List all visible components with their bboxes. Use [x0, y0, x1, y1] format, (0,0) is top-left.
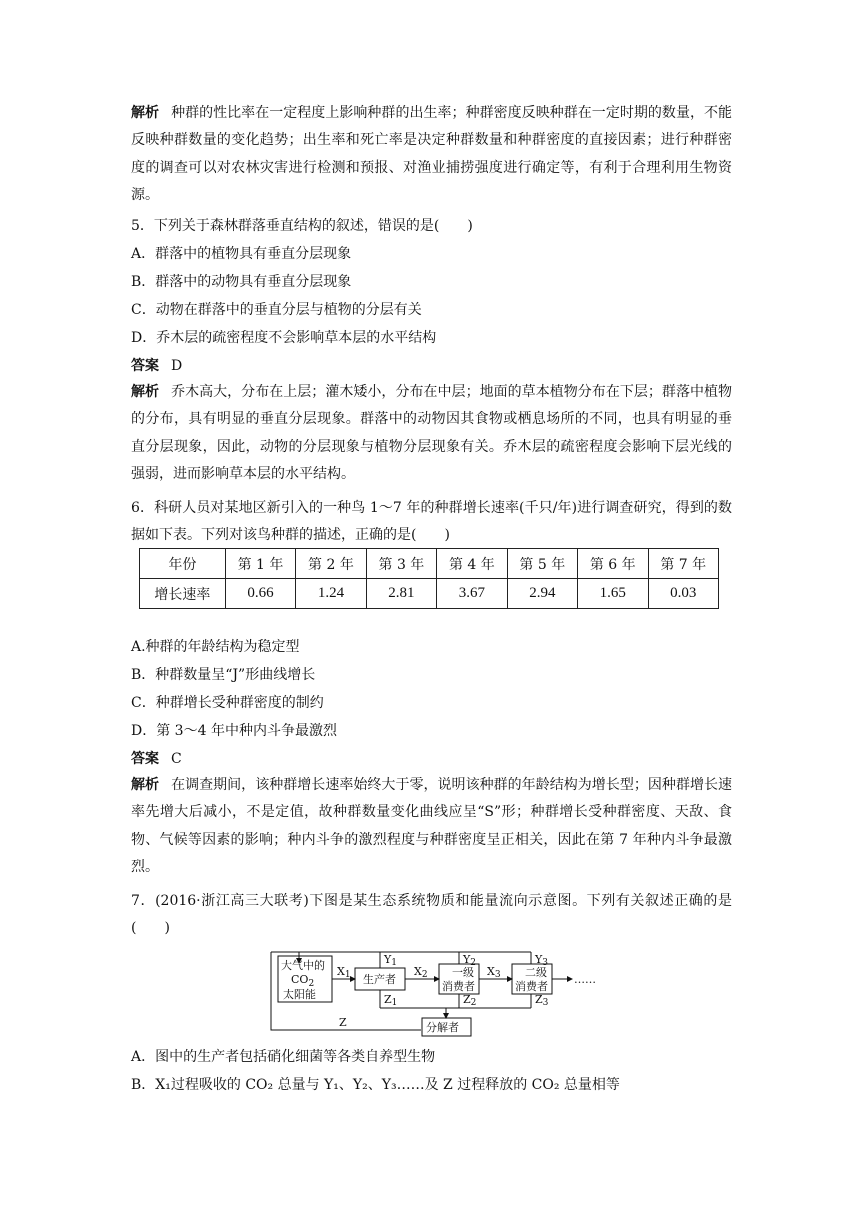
x3-label: X3 — [487, 965, 501, 980]
y3-label: Y3 — [535, 953, 548, 968]
q6-analysis-text: 在调查期间，该种群增长速率始终大于零，说明该种群的年龄结构为增长型；因种群增长速率先增大后减小，不是定值，故种群数量变化曲线应呈“S”形；种群增长受种群密度、天敌、食物、气候等因素的影响；种内斗争的激烈程度与种群密度呈正相关，因此在第 7 年种内斗争最激烈。 — [131, 777, 733, 876]
x1-label: X1 — [337, 965, 351, 980]
q6-option-a: A.种群的年龄结构为稳定型 — [131, 639, 300, 655]
secondary-consumer-label-2: 消费者 — [515, 980, 548, 993]
analysis-label: 解析 — [131, 105, 160, 121]
table-header-cell: 年份 — [140, 549, 226, 579]
q5-answer — [131, 356, 182, 376]
q4-analysis — [131, 100, 732, 210]
table-cell: 1.65 — [578, 579, 648, 609]
table-cell: 0.66 — [225, 579, 295, 609]
z3-label: Z3 — [535, 993, 549, 1008]
q4-analysis-text: 种群的性比率在一定程度上影响种群的出生率；种群密度反映种群在一定时期的数量，不能反映种群数量的变化趋势；出生率和死亡率是决定种群数量和种群密度的直接因素；进行种群密度的调查可以对农林灾害进行检测和预报、对渔业捕捞强度进行确定等，有利于合理利用生物资源。 — [131, 105, 733, 204]
q7-option-a: A．图中的生产者包括硝化细菌等各类自养型生物 — [131, 1049, 436, 1065]
ecosystem-flow-diagram — [269, 948, 599, 1040]
q5-option-a: A．群落中的植物具有垂直分层现象 — [131, 246, 352, 262]
table-cell: 0.03 — [648, 579, 719, 609]
q6-option-d: D．第 3～4 年中种内斗争最激烈 — [131, 723, 337, 739]
analysis-label: 解析 — [131, 777, 160, 793]
table-header-cell: 第 7 年 — [648, 549, 719, 579]
table-header-cell: 第 2 年 — [296, 549, 366, 579]
q5-option-b: B．群落中的动物具有垂直分层现象 — [131, 274, 352, 290]
q7-option-b: B．X₁过程吸收的 CO₂ 总量与 Y₁、Y₂、Y₃……及 Z 过程释放的 CO₂ 总量相等 — [131, 1077, 620, 1093]
table-row-label: 增长速率 — [140, 579, 226, 609]
x2-label: X2 — [414, 965, 428, 980]
y1-label: Y1 — [384, 953, 397, 968]
q5-analysis — [131, 379, 732, 489]
q6-option-b: B．种群数量呈“J”形曲线增长 — [131, 667, 316, 683]
table-cell: 3.67 — [437, 579, 507, 609]
answer-label: 答案 — [131, 358, 159, 374]
q5-analysis-text: 乔木高大，分布在上层；灌木矮小，分布在中层；地面的草本植物分布在下层；群落中植物的分布，具有明显的垂直分层现象。群落中的动物因其食物或栖息场所的不同，也具有明显的垂直分层现象，因此，动物的分层现象与植物分层现象有关。乔木层的疏密程度会影响下层光线的强弱，进而影响草本层的水平结构。 — [131, 384, 733, 483]
secondary-consumer-label-1: 二级 — [525, 966, 547, 979]
table-cell: 1.24 — [296, 579, 366, 609]
q5-answer-value: D — [171, 358, 183, 374]
answer-label: 答案 — [131, 751, 159, 767]
table-header-row — [140, 549, 719, 579]
producer-label: 生产者 — [363, 973, 396, 986]
q7-stem: 7．(2016·浙江高三大联考)下图是某生态系统物质和能量流向示意图。下列有关叙述正确的是( ) — [131, 893, 732, 937]
primary-consumer-label-1: 一级 — [452, 966, 474, 979]
q5-option-c: C．动物在群落中的垂直分层与植物的分层有关 — [131, 302, 422, 318]
q6-answer — [131, 749, 182, 769]
continuation-dots: …… — [574, 973, 596, 986]
q5-stem: 5．下列关于森林群落垂直结构的叙述，错误的是( ) — [131, 218, 473, 234]
table-header-cell: 第 3 年 — [366, 549, 436, 579]
table-header-cell: 第 1 年 — [225, 549, 295, 579]
z2-label: Z2 — [463, 993, 477, 1008]
q6-stem: 6．科研人员对某地区新引入的一种鸟 1～7 年的种群增长速率(千只/年)进行调查研究，得到的数据如下表。下列对该鸟种群的描述，正确的是( ) — [131, 500, 732, 544]
growth-rate-table — [139, 548, 719, 609]
q6-option-c: C．种群增长受种群密度的制约 — [131, 695, 324, 711]
z1-label: Z1 — [384, 993, 398, 1008]
table-header-cell: 第 5 年 — [507, 549, 577, 579]
atmosphere-label-2: $CO_2$ — [291, 973, 315, 989]
primary-consumer-label-2: 消费者 — [442, 980, 475, 993]
q6-answer-value: C — [171, 751, 182, 767]
table-header-cell: 第 4 年 — [437, 549, 507, 579]
table-cell: 2.81 — [366, 579, 436, 609]
table-cell: 2.94 — [507, 579, 577, 609]
solar-energy-label: 太阳能 — [283, 988, 316, 1001]
atmosphere-label-1: 大气中的 — [281, 959, 325, 972]
q6-analysis — [131, 772, 732, 882]
decomposer-label: 分解者 — [426, 1021, 459, 1034]
y2-label: Y2 — [463, 953, 476, 968]
q5-option-d: D．乔木层的疏密程度不会影响草本层的水平结构 — [131, 330, 437, 346]
table-row — [140, 579, 719, 609]
z-label: Z — [339, 1016, 347, 1029]
table-header-cell: 第 6 年 — [578, 549, 648, 579]
analysis-label: 解析 — [131, 384, 160, 400]
